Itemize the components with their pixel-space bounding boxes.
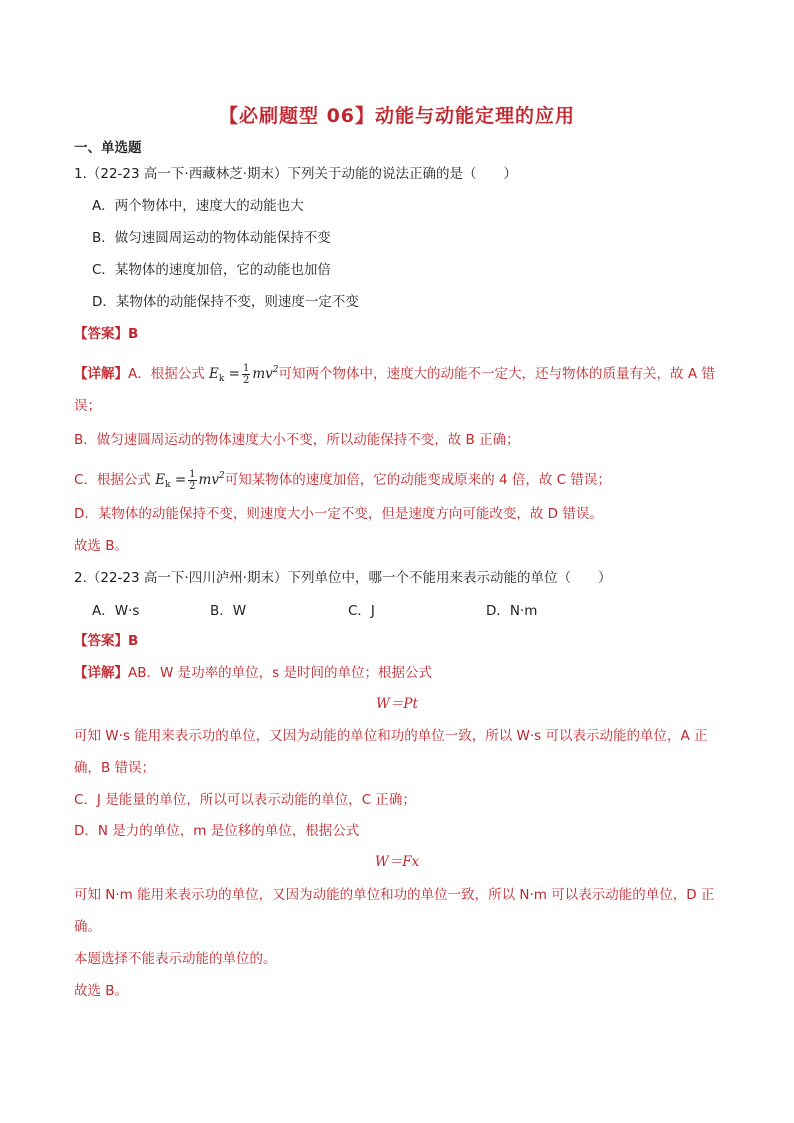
formula-symbol: E [209, 366, 219, 382]
explain-label: 【详解】 [74, 366, 128, 382]
fraction [188, 469, 196, 492]
formula-mv-text: mv [252, 366, 273, 382]
answer-label: 【答案】 [74, 633, 128, 649]
explain-text: A．根据公式 [128, 366, 205, 382]
formula-superscript: 2 [218, 471, 225, 481]
q2-option-a: A．W·s [92, 603, 140, 619]
q2-option-b: B．W [210, 603, 247, 619]
question-2-stem: 2.（22-23 高一下·四川泸州·期末）下列单位中，哪一个不能用来表示动能的单位（ ） [74, 570, 612, 586]
formula-subscript: k [165, 480, 171, 490]
explain-text: 可知两个物体中，速度大的动能不一定大，还与物体的质量有关，故 A 错 [278, 366, 715, 382]
fraction [242, 363, 250, 386]
fraction-denominator: 2 [189, 480, 196, 492]
q1-explain-d: D．某物体的动能保持不变，则速度大小一定不变，但是速度方向可能改变，故 D 错误。 [74, 506, 603, 522]
formula-subscript: k [218, 374, 225, 384]
q1-answer [74, 324, 138, 344]
q1-explain-c [74, 466, 611, 495]
question-1-stem: 1.（22-23 高一下·西藏林芝·期末）下列关于动能的说法正确的是（ ） [74, 166, 517, 182]
q1-explain-a-cont: 误； [74, 398, 101, 414]
formula-symbol: E [155, 472, 166, 488]
formula-mv [252, 366, 278, 382]
q2-explain-line-cont: 确，B 错误； [74, 760, 156, 776]
explain-label: 【详解】 [74, 665, 128, 681]
q2-option-c: C．J [348, 603, 375, 619]
formula-mv [199, 472, 225, 488]
explain-text: AB．W 是功率的单位，s 是时间的单位；根据公式 [128, 665, 432, 681]
formula-kinetic-energy: $E_k$ = [155, 472, 187, 490]
explain-text: 可知某物体的速度加倍，它的动能变成原来的 4 倍，故 C 错误； [224, 472, 611, 488]
fraction-numerator: 1 [189, 468, 196, 480]
q2-explain-c: C．J 是能量的单位，所以可以表示动能的单位，C 正确； [74, 792, 416, 808]
q1-option-d: D．某物体的动能保持不变，则速度一定不变 [92, 294, 359, 310]
answer-value: B [128, 633, 139, 649]
fraction-denominator: 2 [242, 374, 250, 386]
q2-conclusion: 故选 B。 [74, 983, 129, 999]
q1-option-a: A．两个物体中，速度大的动能也大 [92, 198, 304, 214]
formula-mv-text: mv [198, 472, 219, 488]
formula-force-distance: W＝Fx [374, 854, 420, 870]
q2-note: 本题选择不能表示动能的单位的。 [74, 951, 277, 967]
q2-explain-line: 可知 N·m 能用来表示功的单位，又因为动能的单位和功的单位一致，所以 N·m 可以表示动能的单位，D 正 [74, 887, 715, 903]
q1-explain-b: B．做匀速圆周运动的物体速度大小不变，所以动能保持不变，故 B 正确； [74, 432, 520, 448]
page-title: 【必刷题型 06】动能与动能定理的应用 [218, 105, 576, 127]
q1-conclusion: 故选 B。 [74, 538, 129, 554]
formula-power-time: W＝Pt [376, 696, 418, 712]
q2-option-d: D．N·m [486, 603, 538, 619]
answer-value: B [128, 326, 139, 342]
formula-kinetic-energy: $E_k$ = [209, 366, 240, 384]
q2-explain-ab [74, 663, 432, 683]
explain-text: C．根据公式 [74, 472, 151, 488]
section-heading: 一、单选题 [74, 140, 142, 156]
q2-answer [74, 631, 138, 651]
answer-label: 【答案】 [74, 326, 128, 342]
q1-explain-a [74, 360, 715, 389]
formula-superscript: 2 [272, 365, 279, 375]
q2-explain-d: D．N 是力的单位，m 是位移的单位，根据公式 [74, 823, 360, 839]
q1-option-b: B．做匀速圆周运动的物体动能保持不变 [92, 230, 331, 246]
q2-explain-line: 可知 W·s 能用来表示功的单位，又因为动能的单位和功的单位一致，所以 W·s 可以表示动能的单位，A 正 [74, 728, 708, 744]
fraction-numerator: 1 [242, 362, 250, 374]
q1-option-c: C．某物体的速度加倍，它的动能也加倍 [92, 262, 331, 278]
q2-explain-line-cont: 确。 [74, 919, 101, 935]
